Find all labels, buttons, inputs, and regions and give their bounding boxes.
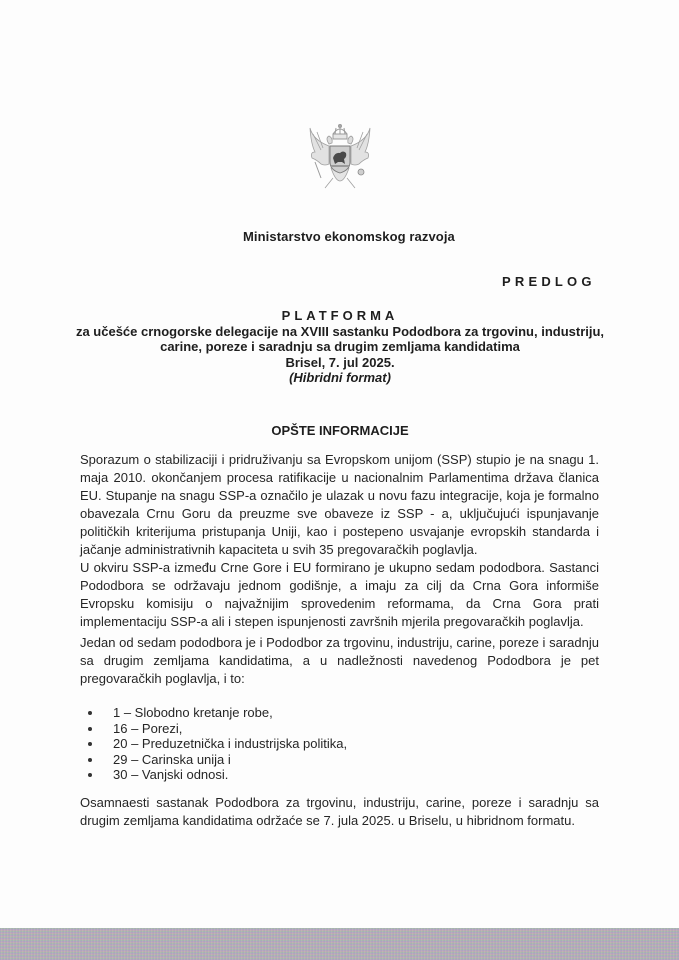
paragraph-subcommittees: U okviru SSP-a između Crne Gore i EU formirano je ukupno sedam pododbora. Sastanci Pododbora se održavaju jednom godišnje, a imaju za cilj da Crna Gora informiše Evropsku komisiju o najvažnijim sprovedenim reformama, da Crna Gora prati implementaciju SSP-a ali i stepen ispunjenosti završnih mjerila pregovaračkih poglavlja. (80, 560, 599, 629)
chapter-label: 29 – Carinska unija i (113, 751, 231, 767)
bullet-icon (88, 711, 92, 715)
proposal-stamp: PREDLOG (502, 274, 596, 289)
chapter-label: 16 – Porezi, (113, 720, 183, 736)
list-item (80, 767, 347, 783)
coat-of-arms-icon (307, 122, 373, 196)
chapter-label: 30 – Vanjski odnosi. (113, 767, 229, 783)
meeting-format: (Hibridni format) (289, 370, 391, 385)
ministry-name: Ministarstvo ekonomskog razvoja (243, 229, 455, 244)
paragraph-subcommittee-scope: Jedan od sedam pododbora je i Pododbor za trgovinu, industriju, carine, poreze i saradnju sa drugim zemljama kandidatima, a u nadležnosti navedenog Pododbora je pet pregovaračkih poglavlja, i to: (80, 635, 599, 686)
scan-noise-strip (0, 928, 679, 960)
list-item (80, 736, 347, 752)
document-title: PLATFORMA (281, 308, 399, 323)
paragraph-meeting-info: Osamnaesti sastanak Pododbora za trgovinu, industriju, carine, poreze i saradnju sa drugim zemljama kandidatima održaće se 7. jula 2025. u Briselu, u hibridnom formatu. (80, 795, 599, 828)
bullet-icon (88, 727, 92, 731)
chapter-label: 1 – Slobodno kretanje robe, (113, 705, 273, 720)
title-line-2: carine, poreze i saradnju sa drugim zemljama kandidatima (160, 339, 520, 354)
chapter-label: 20 – Preduzetnička i industrijska politika, (113, 736, 348, 752)
document-title-block (60, 308, 620, 386)
chapter-list (80, 705, 347, 783)
list-item (80, 705, 347, 721)
bullet-icon (88, 742, 92, 746)
intro-paragraphs (80, 451, 599, 631)
place-date: Brisel, 7. jul 2025. (285, 354, 395, 370)
bullet-icon (88, 773, 92, 777)
list-item (80, 721, 347, 737)
bullet-icon (88, 758, 92, 762)
title-line-1: za učešće crnogorske delegacije na XVIII sastanku Pododbora za trgovinu, industriju, (75, 323, 605, 339)
paragraph-ssp: Sporazum o stabilizaciji i pridruživanju sa Evropskom unijom (SSP) stupio je na snagu 1. maja 2010. okončanjem procesa ratifikacije u nacionalnim Parlamentima država članica EU. Stupanje na snagu SSP-a označilo je ulazak u novu fazu integracije, koja je formalno obavezala Crnu Goru da preuzme sve obaveze iz SSP - a, uključujući ispunjavanje političkih kriterijuma pristupanja Uniji, kao i postepeno usvajanje evropskih standarda i jačanje administrativnih kapaciteta u svih 35 pregovaračkih poglavlja. (80, 452, 599, 557)
section-heading: OPŠTE INFORMACIJE (271, 423, 409, 438)
list-item (80, 752, 347, 768)
